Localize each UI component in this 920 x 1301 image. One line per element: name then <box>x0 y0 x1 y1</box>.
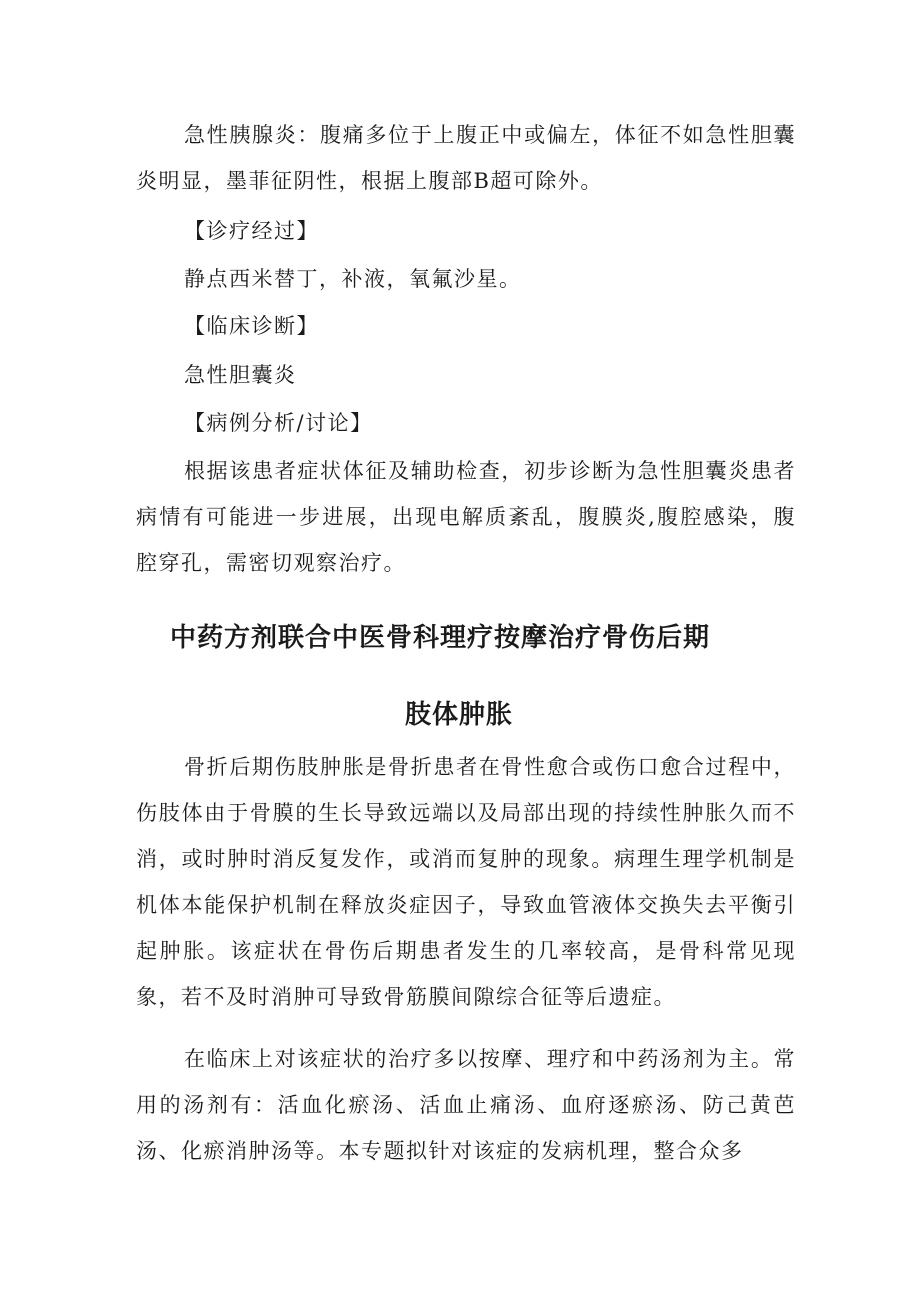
heading-treatment-course: 【诊疗经过】 <box>184 219 319 243</box>
heading-case-analysis: 【病例分析/讨论】 <box>184 411 373 435</box>
article-title-line-1: 中药方剂联合中医骨科理疗按摩治疗骨伤后期 <box>170 623 711 653</box>
treatment-text: 静点西米替丁，补液，氧氟沙星。 <box>184 267 522 291</box>
article-title-line-2: 肢体肿胀 <box>405 700 514 730</box>
paragraph-case-analysis: 根据该患者症状体征及辅助检查，初步诊断为急性胆囊炎患者病情有可能进一步进展，出现电解质紊乱，腹膜炎,腹腔感染，腹腔穿孔，需密切观察治疗。 <box>136 459 796 575</box>
heading-clinical-diagnosis: 【临床诊断】 <box>184 314 319 338</box>
paragraph-acute-pancreatitis: 急性胰腺炎：腹痛多位于上腹正中或偏左，体征不如急性胆囊炎明显，墨菲征阴性，根据上腹部B超可除外。 <box>136 123 796 193</box>
diagnosis-text: 急性胆囊炎 <box>184 363 297 387</box>
paragraph-swelling-description: 骨折后期伤肢肿胀是骨折患者在骨性愈合或伤口愈合过程中，伤肢体由于骨膜的生长导致远端以及局部出现的持续性肿胀久而不消，或时肿时消反复发作，或消而复肿的现象。病理生理学机制是机体本能保护机制在释放炎症因子，导致血管液体交换失去平衡引起肿胀。该症状在骨伤后期患者发生的几率较高，是骨科常见现象，若不及时消肿可导致骨筋膜间隙综合征等后遗症。 <box>136 755 796 1009</box>
paragraph-treatment-methods: 在临床上对该症状的治疗多以按摩、理疗和中药汤剂为主。常用的汤剂有：活血化瘀汤、活血止痛汤、血府逐瘀汤、防己黄芭汤、化瘀消肿汤等。本专题拟针对该症的发病机理，整合众多 <box>136 1047 796 1163</box>
